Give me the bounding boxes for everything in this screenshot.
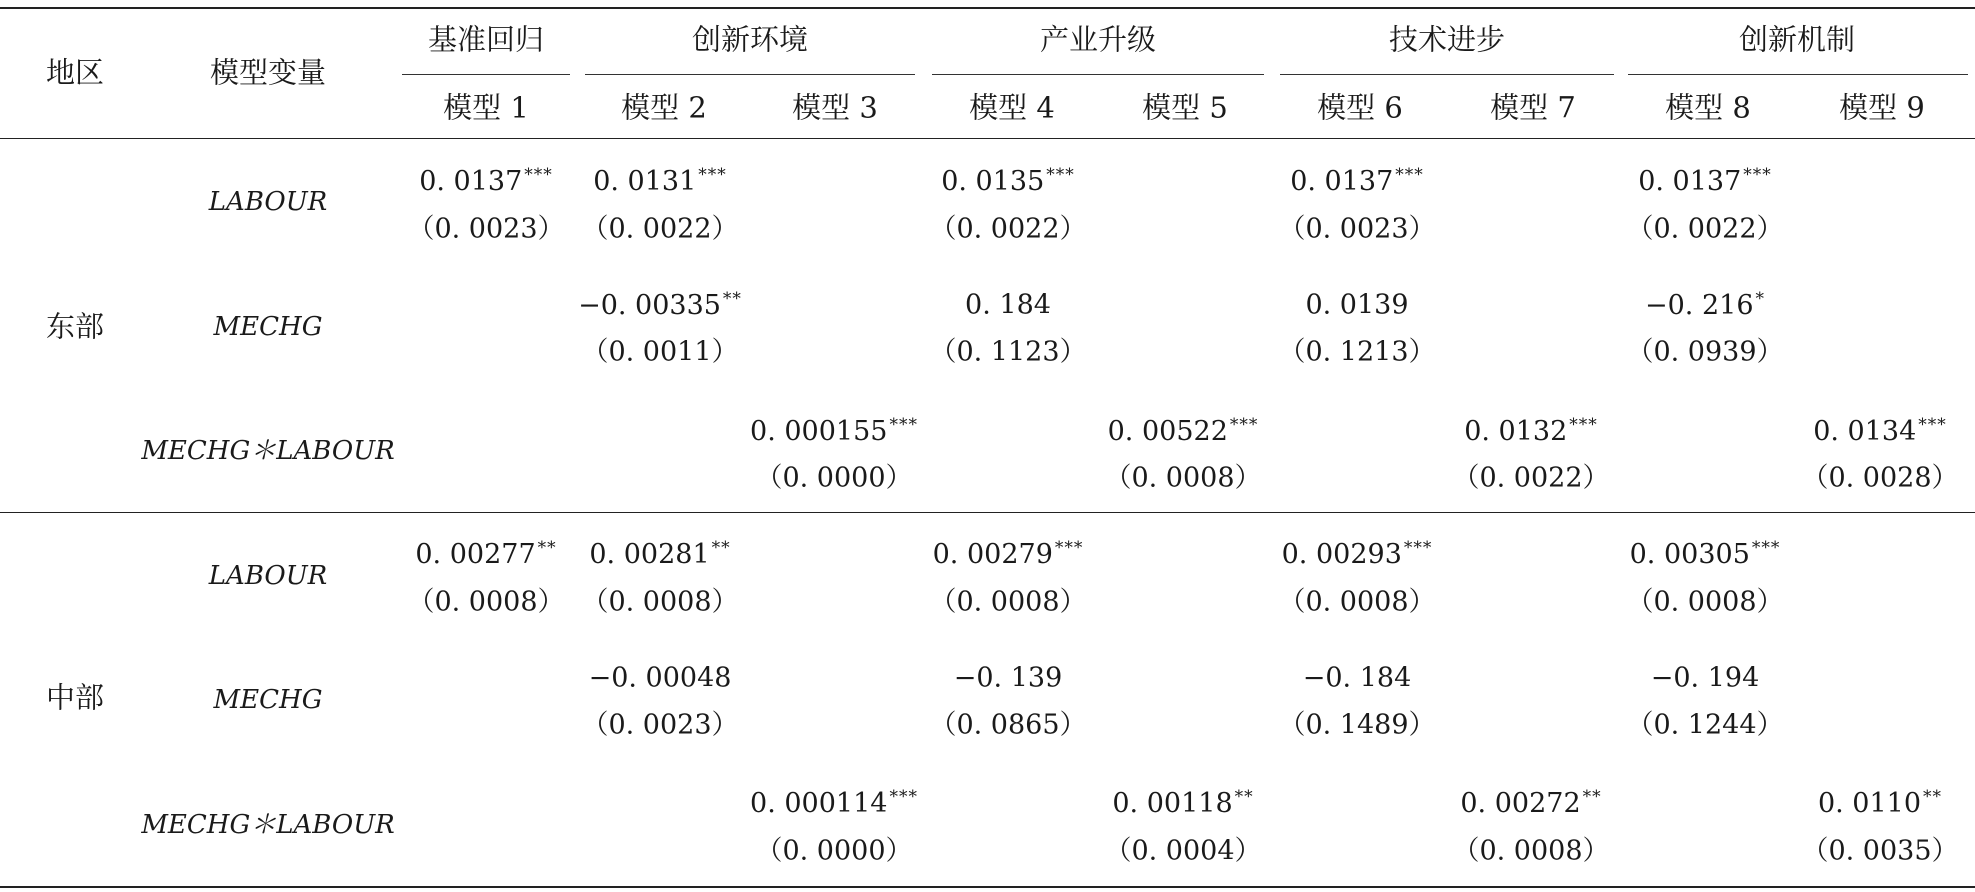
se-east-mechg-m8: （0. 0939） [1626, 336, 1784, 368]
group-underline-4 [1280, 74, 1614, 75]
var-inter-central: MECHG＊LABOUR [141, 810, 395, 840]
se-central-inter-m9: （0. 0035） [1801, 835, 1959, 867]
se-east-labour-m6: （0. 0023） [1278, 213, 1436, 245]
var-mechg-east: MECHG [213, 312, 323, 342]
se-east-labour-m1: （0. 0023） [407, 213, 565, 245]
bottom-rule [0, 886, 1975, 888]
se-central-labour-m2: （0. 0008） [581, 586, 739, 618]
group-header-baseline: 基准回归 [427, 22, 545, 57]
group-underline-5 [1628, 74, 1968, 75]
top-rule [0, 7, 1975, 9]
region-east: 东部 [45, 309, 105, 344]
se-east-mechg-m6: （0. 1213） [1278, 336, 1436, 368]
group-header-industry-upgrade: 产业升级 [1039, 22, 1157, 57]
se-east-inter-m9: （0. 0028） [1801, 462, 1959, 494]
se-central-mechg-m2: （0. 0023） [581, 709, 739, 741]
coef-east-labour-m1: 0. 0137 *** [419, 165, 553, 197]
coef-central-labour-m8: 0. 00305 *** [1629, 538, 1781, 570]
se-central-inter-m3: （0. 0000） [755, 835, 913, 867]
coef-central-labour-m6: 0. 00293 *** [1281, 538, 1433, 570]
model-header-3: 模型 3 [792, 90, 878, 125]
coef-east-mechg-m6: 0. 0139 [1305, 289, 1409, 321]
se-east-labour-m2: （0. 0022） [581, 213, 739, 245]
se-east-mechg-m4: （0. 1123） [929, 336, 1087, 368]
coef-east-mechg-m2: −0. 00335 ** [578, 289, 742, 321]
model-header-7: 模型 7 [1490, 90, 1576, 125]
coef-central-mechg-m2: −0. 00048 [588, 662, 732, 694]
se-central-inter-m5: （0. 0004） [1104, 835, 1262, 867]
var-labour-east: LABOUR [208, 187, 328, 217]
model-header-8: 模型 8 [1665, 90, 1751, 125]
model-header-9: 模型 9 [1839, 90, 1925, 125]
model-header-5: 模型 5 [1142, 90, 1228, 125]
var-labour-central: LABOUR [208, 561, 328, 591]
coef-central-labour-m1: 0. 00277 ** [415, 538, 557, 570]
group-underline-1 [402, 74, 570, 75]
se-east-labour-m4: （0. 0022） [929, 213, 1087, 245]
coef-east-labour-m8: 0. 0137 *** [1638, 165, 1772, 197]
group-underline-3 [932, 74, 1264, 75]
coef-east-inter-m7: 0. 0132 *** [1464, 415, 1598, 447]
coef-central-inter-m3: 0. 000114 *** [750, 787, 918, 819]
coef-central-inter-m5: 0. 00118 ** [1112, 787, 1254, 819]
se-central-mechg-m8: （0. 1244） [1626, 709, 1784, 741]
coef-central-mechg-m8: −0. 194 [1650, 662, 1760, 694]
coef-central-inter-m7: 0. 00272 ** [1460, 787, 1602, 819]
se-central-mechg-m6: （0. 1489） [1278, 709, 1436, 741]
coef-east-inter-m9: 0. 0134 *** [1813, 415, 1947, 447]
var-mechg-central: MECHG [213, 685, 323, 715]
coef-central-mechg-m4: −0. 139 [953, 662, 1063, 694]
model-header-4: 模型 4 [969, 90, 1055, 125]
group-header-tech-progress: 技术进步 [1388, 22, 1506, 57]
se-central-inter-m7: （0. 0008） [1452, 835, 1610, 867]
coef-central-labour-m4: 0. 00279 *** [932, 538, 1084, 570]
coef-east-labour-m2: 0. 0131 *** [593, 165, 727, 197]
coef-east-mechg-m8: −0. 216 * [1644, 289, 1766, 321]
se-central-mechg-m4: （0. 0865） [929, 709, 1087, 741]
model-header-1: 模型 1 [443, 90, 529, 125]
coef-central-labour-m2: 0. 00281 ** [589, 538, 731, 570]
se-central-labour-m1: （0. 0008） [407, 586, 565, 618]
coef-central-inter-m9: 0. 0110 ** [1817, 787, 1943, 819]
region-central: 中部 [45, 680, 105, 715]
se-central-labour-m8: （0. 0008） [1626, 586, 1784, 618]
group-header-innovation-env: 创新环境 [691, 22, 809, 57]
var-inter-east: MECHG＊LABOUR [141, 436, 395, 466]
model-header-6: 模型 6 [1317, 90, 1403, 125]
se-east-inter-m5: （0. 0008） [1104, 462, 1262, 494]
coef-east-labour-m6: 0. 0137 *** [1290, 165, 1424, 197]
section-rule [0, 512, 1975, 513]
se-east-mechg-m2: （0. 0011） [581, 336, 739, 368]
region-header: 地区 [45, 55, 105, 90]
coef-east-mechg-m4: 0. 184 [965, 289, 1051, 321]
coef-central-mechg-m6: −0. 184 [1302, 662, 1412, 694]
group-underline-2 [585, 74, 915, 75]
se-east-inter-m7: （0. 0022） [1452, 462, 1610, 494]
se-east-inter-m3: （0. 0000） [755, 462, 913, 494]
coef-east-inter-m3: 0. 000155 *** [750, 415, 918, 447]
model-header-2: 模型 2 [621, 90, 707, 125]
coef-east-labour-m4: 0. 0135 *** [941, 165, 1075, 197]
variable-header: 模型变量 [209, 55, 327, 90]
header-rule [0, 138, 1975, 139]
se-central-labour-m6: （0. 0008） [1278, 586, 1436, 618]
se-central-labour-m4: （0. 0008） [929, 586, 1087, 618]
group-header-innovation-mech: 创新机制 [1738, 22, 1856, 57]
se-east-labour-m8: （0. 0022） [1626, 213, 1784, 245]
coef-east-inter-m5: 0. 00522 *** [1107, 415, 1259, 447]
